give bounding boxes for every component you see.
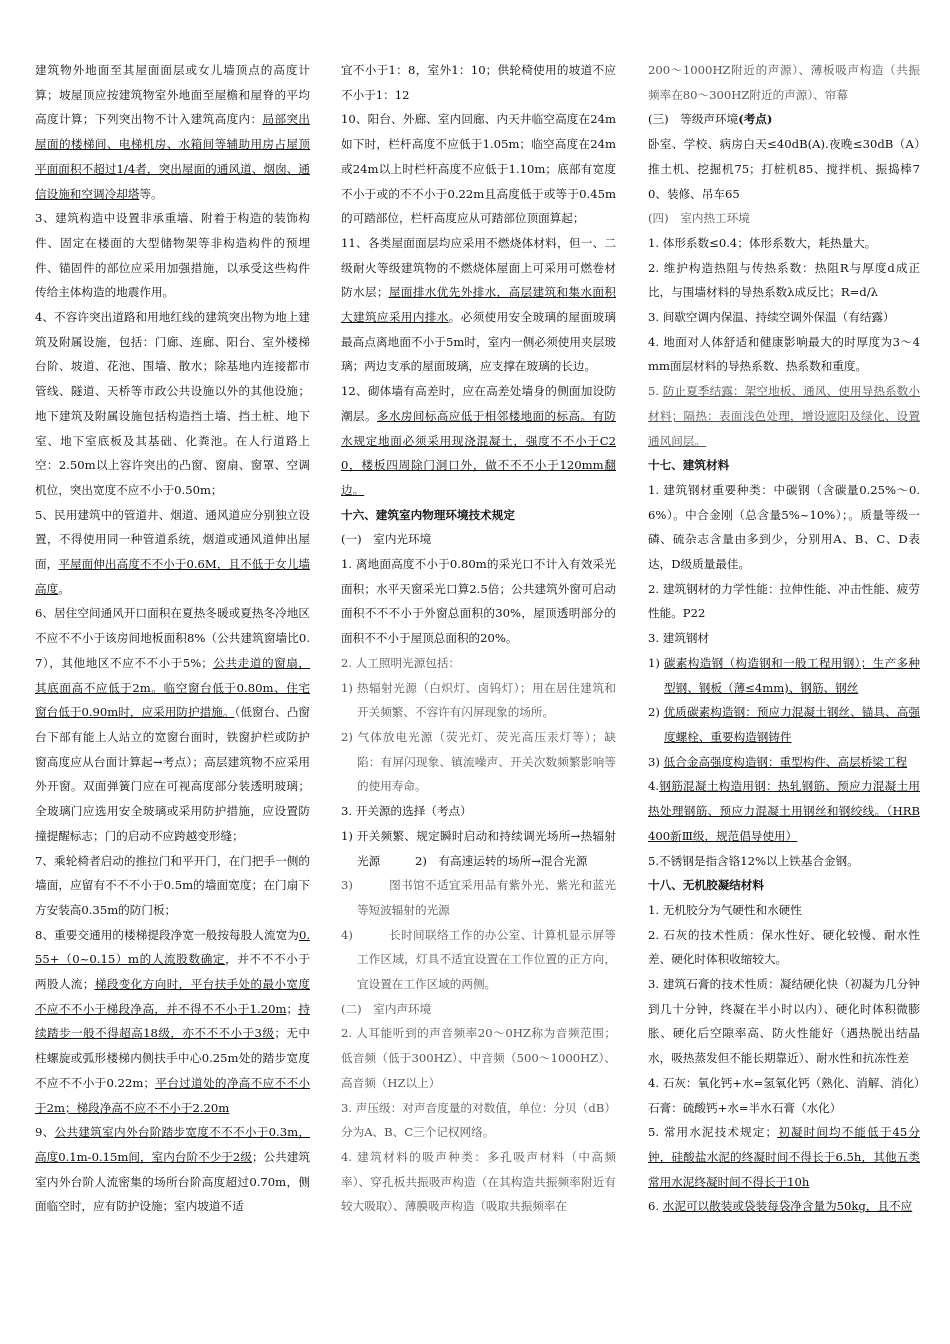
text-segment: 3) 图书馆不适宜采用品有紫外光、紫光和蓝光等短波辐射的光源 [341,878,616,917]
text-segment: 8、重要交通用的楼梯提段净宽一般按每股人流宽为 [35,927,299,942]
underlined-text: 多水房间标高应低于相邻楼地面的标高。有防水规定地面必须采用现浇混凝土，强度不不小于C20，楼板四周除门洞口外，做不不不小于120mm翻边。 [341,408,616,497]
column-middle [341,58,616,1219]
text-segment: 11、各类屋面面层均应采用不燃烧体材料，但一、二级耐火等级建筑物的不燃烧体屋面上可采用可燃卷材防水层； [341,235,616,300]
paragraph [648,774,920,848]
paragraph [648,1096,920,1121]
text-segment: 宜不小于1：8，室外1：10；供轮椅使用的坡道不应不小于1：12 [341,63,616,102]
text-segment: (四) 室内热工环境 [648,211,750,226]
underlined-text: 梯段变化方向时，平台扶手处的最小宽度不应不不小于梯段净高，并不得不不小于1.20m [35,977,310,1016]
paragraph [341,824,616,873]
text-segment: 6. [648,1199,663,1214]
paragraph [648,330,920,379]
paragraph [341,923,616,997]
text-segment: ，并不不不小于两股人流； [35,952,310,992]
column-right [648,58,926,1219]
text-segment: 卧室、学校、病房白天≤40dB(A).夜晚≤30dB（A）推土机、挖掘机75；打桩机85、搅拌机、振捣棒70、装修、吊车65 [648,137,920,201]
text-segment: 4. 石灰：氧化钙+水=氢氧化钙（熟化、消解、消化） [648,1075,926,1090]
paragraph [648,132,920,206]
text-segment: ；公共建筑室内外台阶人流密集的场所台阶高度超过0.70m，侧面临空时，应有防护设施；室内坡道不适 [35,1149,310,1214]
text-segment: 5、民用建筑中的管道井、烟道、通风道应分别独立设置，不得使用同一种管道系统，烟道或通风道伸出屋面， [35,507,310,572]
text-segment: (三) 等级声环境 [648,112,739,127]
text-segment: 等。 [139,186,163,201]
text-segment: 7、乘轮椅者启动的推拉门和平开门，在门把手一侧的墙面，应留有不不不小于0.5m的墙面宽度；在门扇下方安装高0.35m的防门板； [35,853,310,917]
paragraph [648,231,920,256]
column-left [35,58,310,1219]
underlined-text: 持续踏步一般不得超高18级，亦不不不小于3级 [35,1001,310,1041]
text-segment: 3. 开关源的选择（考点） [341,804,472,819]
paragraph [648,58,920,107]
paragraph [341,552,616,651]
text-segment: 4. 地面对人体舒适和健康影响最大的时厚度为3～4mm面层材料的导热系数、热系数和重度。 [648,334,920,374]
text-segment: 2. 石灰的技术性质：保水性好、硬化较慢、耐水性差、硬化时体积收缩较大。 [648,927,920,967]
text-segment: 5. 常用水泥技术规定； [648,1125,778,1140]
paragraph [341,873,616,922]
paragraph [35,923,310,1121]
text-segment: 1. 无机胶分为气硬性和水硬性 [648,902,802,917]
text-segment: 。 [58,581,70,596]
text-segment: 6、居住空间通风开口面积在夏热冬暖或夏热冬冷地区不应不不小于该房间地板面积8%（公共建筑窗墙比0.7），其他地区不应不不小于5%； [35,606,310,670]
text-segment: (一) 室内光环境 [341,532,432,547]
text-segment: 4、不容许突出道路和用地红线的建筑突出物为地上建筑及附属设施，包括：门廊、连廊、阳台、室外楼梯台阶、坡道、花池、围墙、散水；除基地内连接都市管线、隧道、天桥等市政公共设施以外的其他设施；地下建筑及附属设施包括构造挡土墙、挡土桩、地下室、地下室底板及其基础、化粪池。在人行道路上空：2.50m以上容许突出的凸窗、窗扇、窗罩、空调机位，突出宽度不应不小于0.50m； [35,310,310,497]
paragraph [341,676,616,725]
text-segment: 十七、建筑材料 [648,458,730,473]
underlined-text: 钢筋混凝土构造用钢：热轧钢筋、预应力混凝土用热处理钢筋、预应力混凝土用钢丝和钢绞线。（HRB400新Ⅲ级，规范倡导使用） [648,779,920,843]
paragraph [341,231,616,379]
underlined-text: 局部突出屋面的楼梯间、电梯机房、水箱间等辅助用房占屋顶平面面积不超过1/4者，突出屋面的通风道、烟囱、通信设施和空调冷却塔 [35,112,310,201]
text-segment: 12、砌体墙有高差时，应在高差处墙身的侧面加设防潮层。 [341,384,616,423]
text-segment: 3. 建筑钢材 [648,631,710,646]
paragraph [341,107,616,231]
paragraph [648,651,920,700]
paragraph [35,58,310,206]
underlined-text: 初凝时间均不能低于45分钟，硅酸盐水泥的终凝时间不得长于6.5h，其他五类常用水泥终凝时间不得长于10h [648,1125,920,1189]
paragraph [341,58,616,107]
paragraph [341,379,616,503]
paragraph [648,626,920,651]
underlined-text: 屋面排水优先外排水，高层建筑和集水面积大建筑应采用内排水 [341,285,616,325]
text-segment: 3. 建筑石膏的技术性质：凝结硬化快（初凝为几分钟到几十分钟，终凝在半小时以内）、硬化时体积微膨胀、硬化后空隙率高、防火性能好（遇热脱出结晶水，吸热蒸发但不能长期靠近）、耐水性和抗冻性差 [648,977,920,1066]
paragraph [341,725,616,799]
paragraph [35,305,310,503]
underlined-text: 平屋面伸出高度不不小于0.6M，且不低于女儿墙高度 [35,557,310,596]
paragraph [341,651,616,676]
paragraph [341,1021,616,1095]
underlined-text: 优质碳素构造钢：预应力混凝土钢丝、锚具、高强度螺栓、重要构造钢铸件 [663,705,920,744]
paragraph [648,972,920,1071]
paragraph [648,750,920,775]
paragraph [648,700,920,749]
text-segment: 十八、无机胶凝结材料 [648,878,764,893]
underlined-text: 防止夏季结露：架空地板、通风、使用导热系数小材料；隔热：表面浅色处理，增设遮阳及绿化、设置通风间层。 [648,384,920,448]
text-segment: 4. 建筑材料的吸声种类：多孔吸声材料（中高频率）、穿孔板共振吸声构造（在其构造共振频率附近有较大吸取）、薄膜吸声构造（吸取共振频率在 [341,1149,616,1214]
text-segment: 1. 体形系数≤0.4；体形系数大，耗热量大。 [648,235,877,250]
paragraph [648,1194,920,1219]
underlined-text: 水泥可以散装或袋装每袋净含量为50kg，且不应 [662,1199,913,1214]
paragraph [648,577,920,626]
text-segment: 1) 热辐射光源（白炽灯、卤钨灯）；用在居住建筑和开关频繁、不容许有闪屏现象的场所。 [341,680,616,720]
text-segment: (考点) [738,112,773,127]
text-segment: 10、阳台、外廊、室内回廊、内天井临空高度在24m如下时，栏杆高度不应低于1.05m；临空高度在24m或24m以上时栏杆高度不应低于1.10m；底部有宽度不小于或的不不小于0.22m且高度低于或等于0.45m的可踏部位，栏杆高度应从可踏部位顶面算起； [341,112,616,226]
paragraph [648,206,920,231]
text-segment: （低窗台、凸窗台下部有能上人站立的宽窗台面时，铁窗护栏或防护窗高度应从台面计算起→考点）；高层建筑物不应采用外开窗。双面弹簧门应在可视高度部分装透明玻璃；全玻璃门应选用安全玻璃或采用防护措施，应设置防撞提醒标志；门的启动不应跨越变形缝； [35,705,311,843]
underlined-text: 公共走道的窗扇，其底面高不应低于2m。临空窗台低于0.80m、住宅窗台低于0.90m时，应采用防护措施。 [35,655,310,720]
paragraph [341,1145,616,1219]
paragraph [648,1071,926,1096]
paragraph [35,206,310,305]
paragraph [648,898,920,923]
text-segment: 2. 维护构造热阻与传热系数：热阻R与厚度d成正比，与围墙材料的导热系数λ成反比；R=d/λ [648,260,920,300]
underlined-text: 公共建筑室内外台阶踏步宽度不不不小于0.3m，高度0.1m-0.15m间，室内台阶不少于2级 [35,1125,310,1164]
text-segment: 1. 离地面高度不小于0.80m的采光口不计入有效采光面积；水平天窗采光口算2.5倍；公共建筑外窗可启动面积不不不小于外窗总面积的30%，屋顶透明部分的面积不不小于屋顶总面积的20%。 [341,557,616,646]
text-segment: 200～1000HZ附近的声源）、薄板吸声构造（共振频率在80～300HZ附近的声源）、帘幕 [648,63,920,102]
text-segment: 1) 开关频繁、规定瞬时启动和持续调光场所→热辐射光源 2) 有高速运转的场所→混合光源 [341,828,616,868]
text-segment: 3. 声压级：对声音度量的对数值，单位：分贝（dB）分为A、B、C三个记权网络。 [341,1100,616,1140]
text-segment: 3. 间歇空调内保温、持续空调外保温（有结露） [648,310,895,325]
underlined-text: 平台过道处的净高不应不不小于2m；梯段净高不应不不小于2.20m [35,1075,310,1115]
text-segment: 5. [648,384,663,399]
text-segment: 4. [648,779,660,794]
text-segment: 2. 建筑钢材的力学性能：拉伸性能、冲击性能、疲劳性能。P22 [648,581,920,621]
paragraph [648,256,920,305]
paragraph [341,527,616,552]
underlined-text: 碳素构造钢（构造钢和一般工程用钢）；生产多种型钢、钢板（薄≤4mm)、钢筋、钢丝 [663,655,921,695]
text-segment: 3、建筑构造中设置非承重墙、附着于构造的装饰构件、固定在楼面的大型储物架等非构造构件的预埋件、锚固件的部位应采用加强措施，以承受这些构件传给主体构造的地震作用。 [35,211,310,300]
underlined-text: 0.55+（0~0.15）m的人流股数确定 [35,927,310,967]
text-segment: 2. 人工照明光源包括： [341,655,461,670]
text-segment: 5.不锈钢是指含铬12%以上铁基合金钢。 [648,853,859,868]
section-heading [341,503,616,528]
text-segment: 。必须使用安全玻璃的屋面玻璃最高点离地面不小于5m时，室内一侧必须使用夹层玻璃；两边支承的屋面玻璃，应支撑在玻璃的长边。 [341,310,616,374]
text-segment: 2) [648,705,664,720]
text-segment: 1. 建筑钢材重要种类：中碳钢（含碳量0.25%～0.6%）。中合金刚（总含量5%~10%）；。质量等级一磷、硫杂志含量由多到少，分别用A、B、C、D表达，D级质量最佳。 [648,482,920,572]
text-segment: 1) [648,655,664,670]
paragraph [648,1120,920,1194]
paragraph [35,1120,310,1219]
paragraph [648,849,920,874]
text-segment: 建筑物外地面至其屋面面层或女儿墙顶点的高度计算；坡屋顶应按建筑物室外地面至屋檐和屋脊的平均高度计算；下列突出物不计入建筑高度内： [35,63,310,127]
paragraph [648,478,920,577]
paragraph [35,849,310,923]
text-segment: (二) 室内声环境 [341,1001,432,1016]
paragraph [648,923,920,972]
text-segment: 十六、建筑室内物理环境技术规定 [341,507,515,522]
text-segment: 9、 [35,1125,55,1140]
section-heading [648,453,920,478]
text-segment: 石膏：硫酸钙+水=半水石膏（水化） [648,1100,842,1115]
text-segment: 2. 人耳能听到的声音频率20～0HZ称为音频范围；低音频（低于300HZ）、中音频（500～1000HZ）、高音频（HZ以上） [341,1026,616,1090]
underlined-text: 低合金高强度构造钢：重型构件、高层桥梁工程 [663,754,908,769]
paragraph [341,997,616,1022]
paragraph [648,379,920,453]
paragraph [341,1096,616,1145]
paragraph [648,305,920,330]
paragraph [648,107,920,132]
paragraph [35,601,310,848]
text-segment: 4) 长时间联络工作的办公室、计算机显示屏等工作区域，灯具不适宜设置在工作位置的正方向，宜设置在工作区域的两侧。 [341,927,616,992]
text-segment: 2) 气体放电光源（荧光灯、荧光高压汞灯等）；缺陷：有屏闪现象、镇流噪声、开关次数频繁影响等的使用寿命。 [341,729,616,794]
section-heading [648,873,920,898]
text-segment: 3) [648,754,664,769]
paragraph [341,799,616,824]
text-segment: ；无中柱螺旋或弧形楼梯内侧扶手中心0.25m处的踏步宽度不应不不小于0.22m； [35,1026,310,1090]
text-segment: ； [286,1001,299,1016]
paragraph [35,503,310,602]
